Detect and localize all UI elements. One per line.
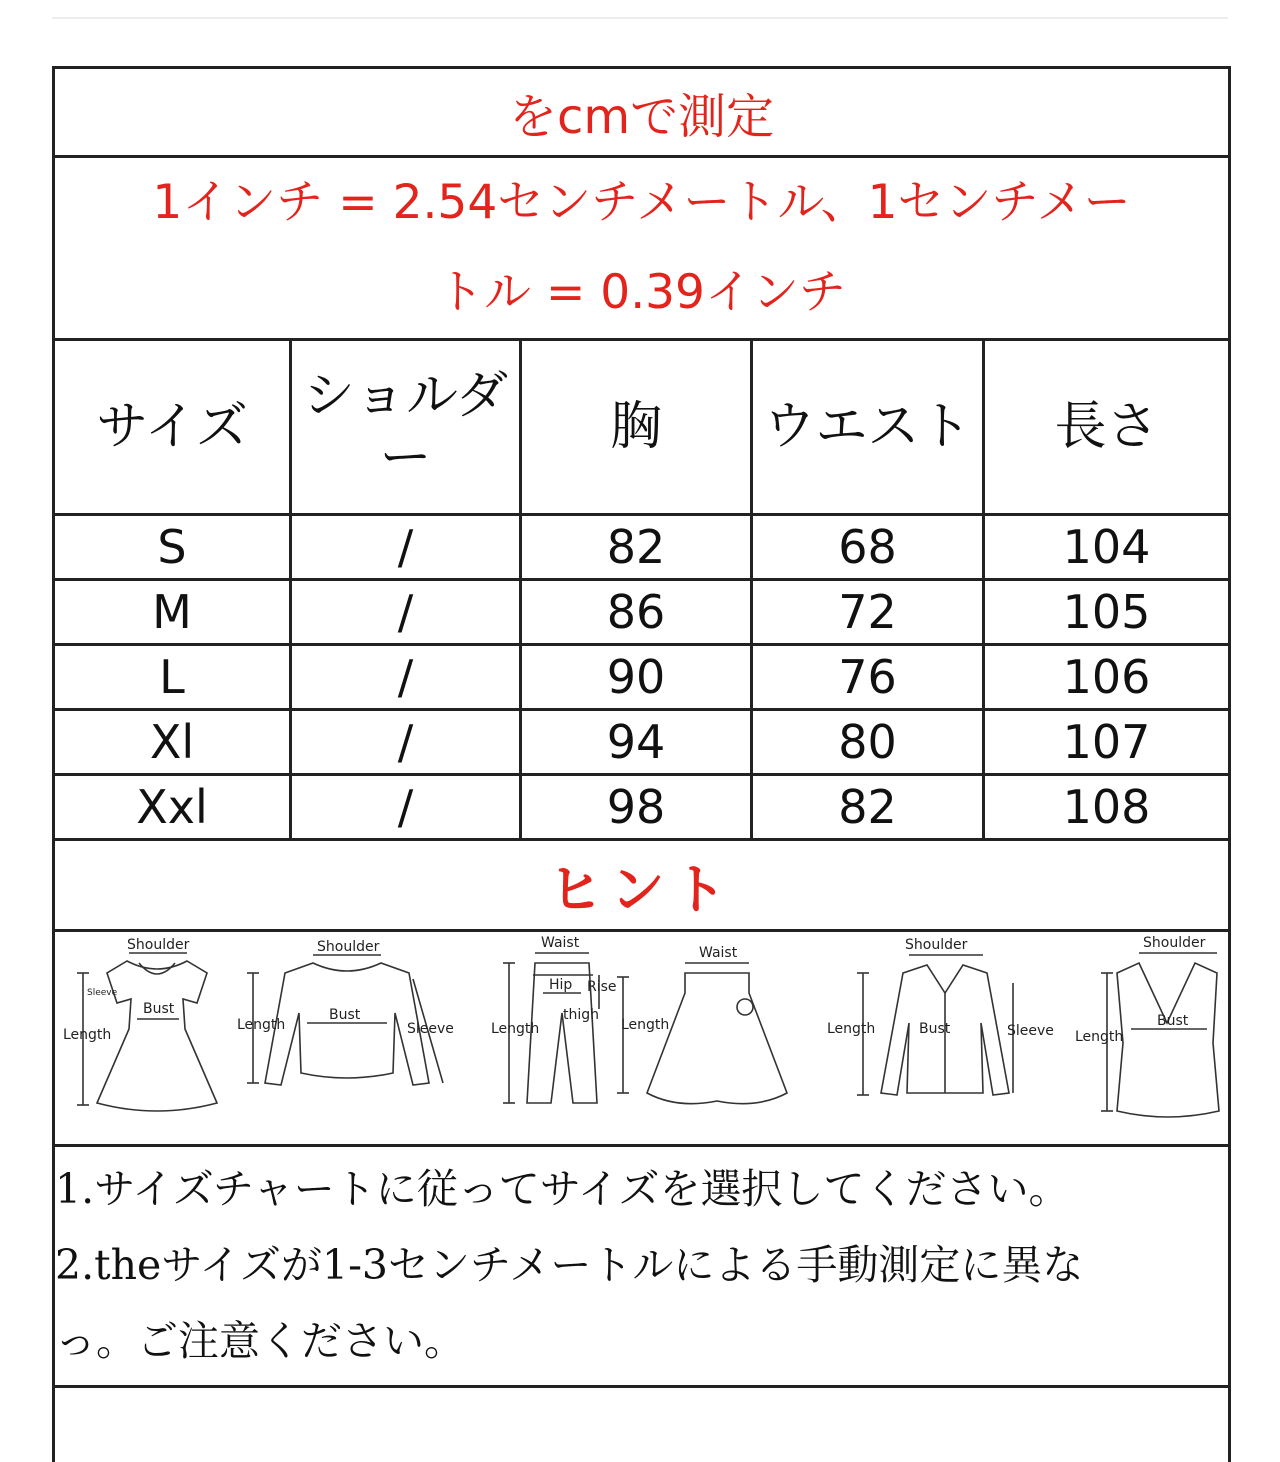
empty-row (54, 1387, 1230, 1462)
label-shoulder: Shoulder (905, 937, 968, 953)
label-sleeve: Sleeve (1007, 1023, 1054, 1039)
cell-length: 108 (984, 775, 1230, 840)
cell-length: 104 (984, 515, 1230, 580)
cell-size: Xxl (54, 775, 291, 840)
label-length: Length (1075, 1029, 1123, 1045)
cell-waist: 76 (752, 645, 984, 710)
conversion-line-1: 1インチ = 2.54センチメートル、1センチメー (55, 158, 1228, 248)
label-length: Length (237, 1017, 285, 1033)
label-bust: Bust (143, 1001, 175, 1017)
cell-waist: 72 (752, 580, 984, 645)
top-divider (52, 17, 1228, 19)
label-length: Length (827, 1021, 875, 1037)
size-table (52, 66, 1231, 1462)
note-line-3: っ。ご注意ください。 (55, 1303, 1228, 1379)
label-shoulder: Shoulder (127, 937, 190, 953)
cell-shoulder: / (291, 775, 521, 840)
cell-size: L (54, 645, 291, 710)
cell-bust: 94 (521, 710, 752, 775)
label-length: Length (63, 1027, 111, 1043)
cell-length: 106 (984, 645, 1230, 710)
cell-bust: 86 (521, 580, 752, 645)
label-sleeve: Sleeve (87, 988, 118, 998)
label-shoulder: Shoulder (1143, 935, 1206, 951)
header-row (54, 340, 1230, 515)
label-sleeve: Sleeve (407, 1021, 454, 1037)
cell-length: 105 (984, 580, 1230, 645)
conversion-line-2: トル = 0.39インチ (55, 248, 1228, 338)
table-row (54, 580, 1230, 645)
measurement-diagram (54, 931, 1230, 1146)
cell-waist: 80 (752, 710, 984, 775)
table-row (54, 710, 1230, 775)
label-length: Length (491, 1021, 539, 1037)
cell-size: S (54, 515, 291, 580)
label-rise: Rise (587, 979, 617, 995)
label-bust: Bust (919, 1021, 951, 1037)
table-row (54, 645, 1230, 710)
label-bust: Bust (1157, 1013, 1189, 1029)
table-row (54, 775, 1230, 840)
header-bust: 胸 (521, 340, 752, 515)
cell-waist: 68 (752, 515, 984, 580)
header-shoulder: ショルダー (291, 340, 521, 515)
cell-shoulder: / (291, 515, 521, 580)
header-size: サイズ (54, 340, 291, 515)
cell-shoulder: / (291, 645, 521, 710)
cell-size: Xl (54, 710, 291, 775)
table-row (54, 515, 1230, 580)
garment-sketches (57, 933, 1227, 1139)
size-chart (52, 66, 1228, 1462)
cell-bust: 98 (521, 775, 752, 840)
cell-bust: 82 (521, 515, 752, 580)
cell-length: 107 (984, 710, 1230, 775)
cell-shoulder: / (291, 710, 521, 775)
label-shoulder: Shoulder (317, 939, 380, 955)
label-length: Length (621, 1017, 669, 1033)
hint-heading: ヒント (54, 840, 1230, 931)
note-line-1: 1.サイズチャートに従ってサイズを選択してください。 (55, 1151, 1228, 1227)
label-waist: Waist (699, 945, 738, 961)
cell-shoulder: / (291, 580, 521, 645)
cell-size: M (54, 580, 291, 645)
label-waist: Waist (541, 935, 580, 951)
label-thigh: thigh (563, 1007, 599, 1023)
label-hip: Hip (549, 977, 572, 993)
chart-title: をcmで測定 (54, 68, 1230, 157)
note-line-2: 2.theサイズが1-3センチメートルによる手動測定に異な (55, 1227, 1228, 1303)
notes-section (54, 1146, 1230, 1387)
unit-conversion (54, 157, 1230, 340)
label-bust: Bust (329, 1007, 361, 1023)
header-waist: ウエスト (752, 340, 984, 515)
cell-bust: 90 (521, 645, 752, 710)
cell-waist: 82 (752, 775, 984, 840)
header-length: 長さ (984, 340, 1230, 515)
